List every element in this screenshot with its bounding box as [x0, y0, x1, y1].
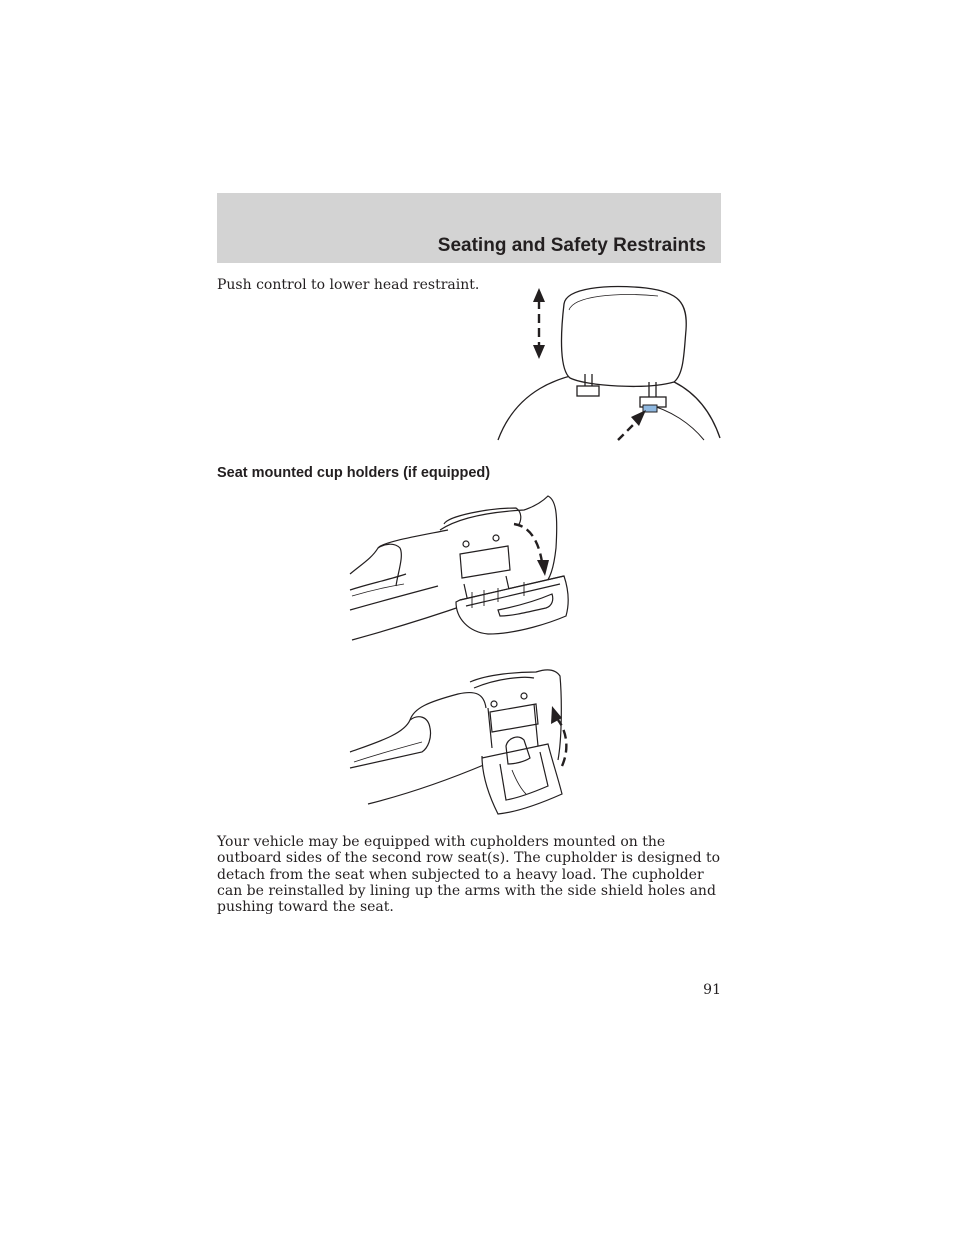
cupholder-fold-up-illustration [348, 668, 578, 818]
section-header-band [217, 193, 721, 263]
cupholder-description: Your vehicle may be equipped with cupholders mounted on the outboard sides of the second row seat(s). The cupholder is designed to detach from the seat when subjected to a heavy load. The cupholder can be reinstalled by lining up the arms with the side shield holes and pushing toward the seat. [217, 834, 721, 916]
cupholder-heading: Seat mounted cup holders (if equipped) [217, 465, 491, 481]
headrest-instruction: Push control to lower head restraint. [217, 277, 480, 293]
fold-down-arrow-icon [514, 524, 549, 576]
push-arrow-icon [618, 410, 646, 440]
cupholder-fold-down-illustration [348, 492, 578, 648]
page-number: 91 [703, 982, 721, 998]
headrest-illustration [496, 282, 722, 442]
section-title: Seating and Safety Restraints [437, 235, 706, 256]
up-down-arrow-icon [533, 288, 545, 359]
